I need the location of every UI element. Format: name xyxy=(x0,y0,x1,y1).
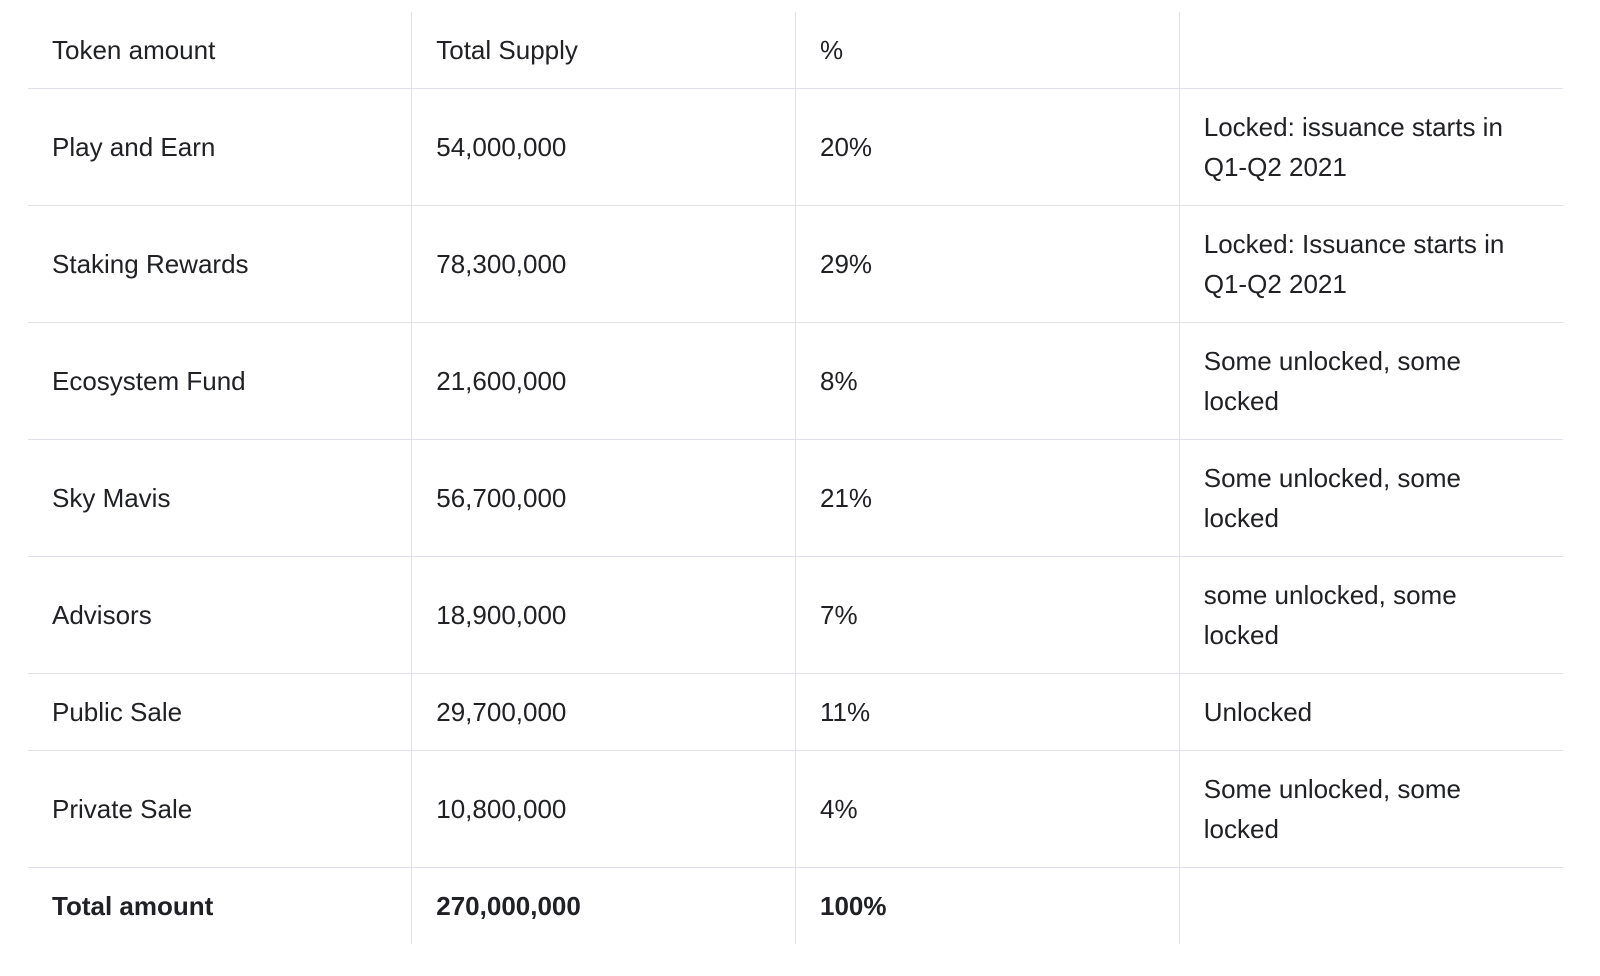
table-row-total xyxy=(28,868,1563,945)
cell-note xyxy=(1179,323,1563,440)
note-text: some unlocked, some locked xyxy=(1203,580,1457,650)
cell-percent: 8% xyxy=(796,323,1180,440)
cell-note xyxy=(1179,557,1563,674)
table-row xyxy=(28,89,1563,206)
cell-percent-total: 100% xyxy=(796,868,1180,945)
cell-token: Advisors xyxy=(28,557,412,674)
cell-percent: 29% xyxy=(796,206,1180,323)
cell-note xyxy=(1179,89,1563,206)
cell-supply-total: 270,000,000 xyxy=(412,868,796,945)
cell-token: Public Sale xyxy=(28,674,412,751)
table-header-row xyxy=(28,12,1563,89)
cell-supply: 29,700,000 xyxy=(412,674,796,751)
cell-token: Play and Earn xyxy=(28,89,412,206)
note-text: Locked: issuance starts in Q1-Q2 2021 xyxy=(1203,112,1503,182)
cell-token-total: Total amount xyxy=(28,868,412,945)
table-row xyxy=(28,751,1563,868)
cell-token: Sky Mavis xyxy=(28,440,412,557)
token-allocation-table xyxy=(28,12,1563,944)
cell-token: Staking Rewards xyxy=(28,206,412,323)
column-header-status xyxy=(1179,12,1563,89)
cell-percent: 20% xyxy=(796,89,1180,206)
cell-supply: 18,900,000 xyxy=(412,557,796,674)
note-text: Some unlocked, some locked xyxy=(1203,346,1461,416)
cell-percent: 4% xyxy=(796,751,1180,868)
cell-note xyxy=(1179,751,1563,868)
cell-token: Private Sale xyxy=(28,751,412,868)
cell-token: Ecosystem Fund xyxy=(28,323,412,440)
note-text: Some unlocked, some locked xyxy=(1203,463,1461,533)
cell-percent: 21% xyxy=(796,440,1180,557)
cell-note-total xyxy=(1179,868,1563,945)
table-row xyxy=(28,557,1563,674)
note-text: Some unlocked, some locked xyxy=(1203,774,1461,844)
cell-supply: 54,000,000 xyxy=(412,89,796,206)
table-row xyxy=(28,674,1563,751)
cell-supply: 78,300,000 xyxy=(412,206,796,323)
cell-supply: 21,600,000 xyxy=(412,323,796,440)
column-header-total-supply: Total Supply xyxy=(412,12,796,89)
cell-note xyxy=(1179,206,1563,323)
note-text: Locked: Issuance starts in Q1-Q2 2021 xyxy=(1203,229,1505,299)
cell-supply: 10,800,000 xyxy=(412,751,796,868)
cell-percent: 11% xyxy=(796,674,1180,751)
cell-note xyxy=(1179,674,1563,751)
table-row xyxy=(28,206,1563,323)
cell-percent: 7% xyxy=(796,557,1180,674)
table-row xyxy=(28,440,1563,557)
cell-supply: 56,700,000 xyxy=(412,440,796,557)
column-header-percent: % xyxy=(796,12,1180,89)
column-header-token-amount: Token amount xyxy=(28,12,412,89)
cell-note xyxy=(1179,440,1563,557)
note-text: Unlocked xyxy=(1203,697,1313,727)
table-row xyxy=(28,323,1563,440)
